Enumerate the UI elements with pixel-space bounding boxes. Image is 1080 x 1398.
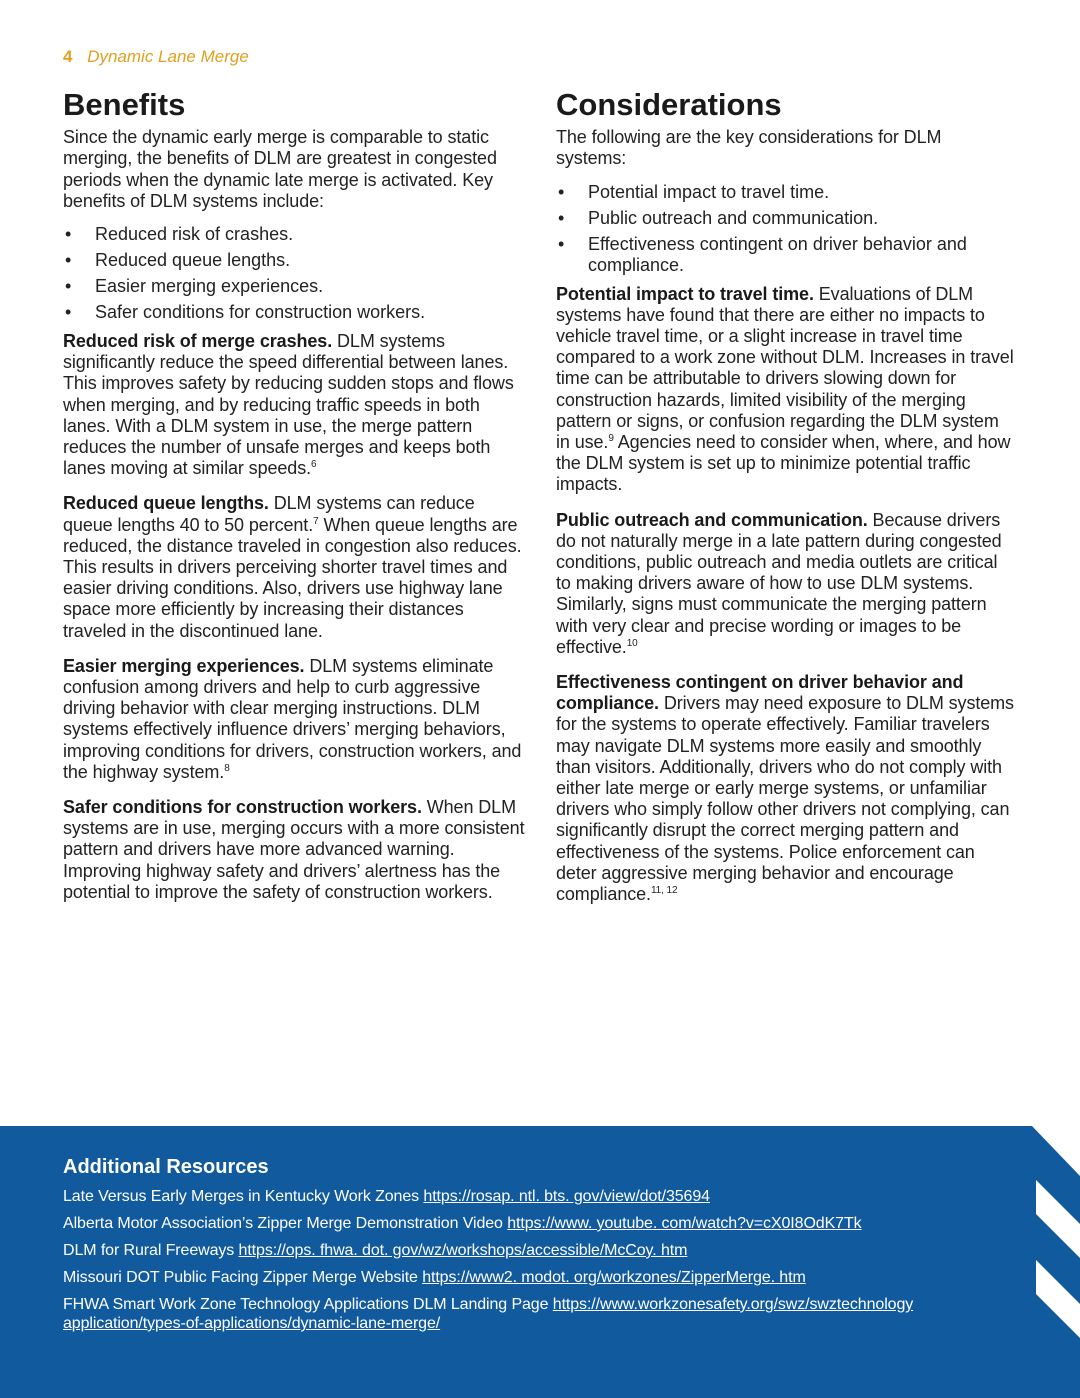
footnote-ref: 10 bbox=[626, 637, 638, 649]
list-item: • Reduced queue lengths. bbox=[63, 250, 525, 271]
resources-content bbox=[63, 1156, 963, 1341]
considerations-intro: The following are the key considerations for DLM systems: bbox=[556, 127, 942, 169]
list-item: • Effectiveness contingent on driver behavior and compliance. bbox=[556, 234, 1016, 276]
benefits-column bbox=[63, 86, 525, 917]
paragraph-lead: Potential impact to travel time. bbox=[556, 283, 814, 304]
paragraph-body: DLM systems significantly reduce the speed differential between lanes. This improves safety by reducing sudden stops and flows when merging, and by reducing traffic speeds in both lanes. With a DLM system in use, the merge pattern reduces the number of unsafe merges and keeps both lanes moving at similar speeds. bbox=[63, 331, 514, 479]
footnote-ref: 11, 12 bbox=[650, 885, 678, 897]
list-item: • Easier merging experiences. bbox=[63, 276, 525, 297]
consideration-outreach-paragraph bbox=[556, 510, 1016, 658]
list-item: • Safer conditions for construction workers. bbox=[63, 302, 525, 323]
footnote-ref: 6 bbox=[311, 459, 317, 471]
paragraph-lead: Safer conditions for construction workers. bbox=[63, 797, 422, 818]
list-item: • Public outreach and communication. bbox=[556, 208, 1016, 229]
resource-link[interactable]: https://ops. fhwa. dot. gov/wz/workshops/accessible/McCoy. htm bbox=[238, 1242, 688, 1259]
resource-item bbox=[63, 1268, 963, 1287]
paragraph-body: Evaluations of DLM systems have found that there are either no impacts to vehicle travel time, or a slight increase in travel time compared to a work zone without DLM. Increases in travel time can be attributable to drivers slowing down for construction hazards, limited visibility of the merging pattern or signs, or confusion regarding the DLM system in use. bbox=[556, 283, 1014, 453]
paragraph-lead: Reduced queue lengths. bbox=[63, 493, 269, 514]
list-item: • Reduced risk of crashes. bbox=[63, 224, 525, 245]
paragraph-tail: Agencies need to consider when, where, and how the DLM system is set up to minimize potential traffic impacts. bbox=[556, 432, 1011, 495]
benefit-merging-paragraph bbox=[63, 656, 525, 783]
paragraph-lead: Public outreach and communication. bbox=[556, 509, 868, 530]
footnote-ref: 7 bbox=[313, 515, 319, 527]
considerations-list bbox=[556, 182, 1016, 276]
benefits-heading: Benefits bbox=[63, 87, 186, 122]
benefits-intro: Since the dynamic early merge is comparable to static merging, the benefits of DLM are greatest in congested periods when the dynamic late merge is activated. Key benefits of DLM systems include: bbox=[63, 127, 497, 211]
paragraph-lead: Easier merging experiences. bbox=[63, 655, 305, 676]
resource-link[interactable]: https://rosap. ntl. bts. gov/view/dot/35694 bbox=[423, 1188, 710, 1205]
consideration-travel-time-paragraph bbox=[556, 284, 1016, 496]
page-header bbox=[63, 47, 249, 67]
resource-item bbox=[63, 1241, 963, 1260]
resources-heading: Additional Resources bbox=[63, 1156, 269, 1178]
considerations-heading: Considerations bbox=[556, 87, 782, 122]
benefit-crashes-paragraph bbox=[63, 331, 525, 479]
resource-item bbox=[63, 1187, 963, 1206]
resource-link[interactable]: https://www2. modot. org/workzones/ZipperMerge. htm bbox=[422, 1269, 806, 1286]
document-title: Dynamic Lane Merge bbox=[87, 47, 249, 66]
resource-link[interactable]: https://www.workzonesafety.org/swz/swztechnology application/types-of-applications/dynamic-lane-merge/ bbox=[63, 1296, 914, 1332]
paragraph-body: Because drivers do not naturally merge in a late pattern during congested conditions, public outreach and media outlets are critical to making drivers aware of how to use DLM systems. Similarly, signs must communicate the merging pattern with very clear and precise wording or images to be effective. bbox=[556, 509, 1002, 657]
paragraph-body: DLM systems can reduce queue lengths 40 to 50 percent. bbox=[63, 493, 475, 535]
additional-resources-panel bbox=[0, 1126, 1080, 1398]
resource-item bbox=[63, 1214, 963, 1233]
paragraph-body: Drivers may need exposure to DLM systems for the systems to operate effectively. Familiar travelers may navigate DLM systems more easily and smoothly than visitors. Additionally, drivers who do not comply with either late merge or early merge systems, or unfamiliar drivers who simply follow other drivers not complying, can significantly disrupt the correct merging pattern and effectiveness of the systems. Police enforcement can deter aggressive merging behavior and encourage compliance. bbox=[556, 693, 1014, 905]
footnote-ref: 8 bbox=[224, 762, 230, 774]
page-number: 4 bbox=[63, 47, 73, 66]
footnote-ref: 9 bbox=[608, 433, 614, 445]
benefit-workers-paragraph bbox=[63, 797, 525, 903]
paragraph-tail: When queue lengths are reduced, the distance traveled in congestion also reduces. This results in drivers perceiving shorter travel times and easier driving conditions. Also, drivers use highway lane space more efficiently by increasing their distances traveled in the discontinued lane. bbox=[63, 514, 522, 641]
paragraph-lead: Reduced risk of merge crashes. bbox=[63, 331, 333, 351]
paragraph-body: DLM systems eliminate confusion among drivers and help to curb aggressive driving behavior with clear merging instructions. DLM systems effectively influence drivers’ merging behaviors, improving conditions for drivers, construction workers, and the highway system. bbox=[63, 655, 522, 782]
resource-label: Missouri DOT Public Facing Zipper Merge Website bbox=[63, 1269, 423, 1286]
resource-label: Late Versus Early Merges in Kentucky Work Zones bbox=[63, 1188, 424, 1205]
list-item: • Potential impact to travel time. bbox=[556, 182, 1016, 203]
paragraph-lead: Effectiveness contingent on driver behavior and compliance. bbox=[556, 672, 964, 714]
resource-label: DLM for Rural Freeways bbox=[63, 1242, 239, 1259]
consideration-compliance-paragraph bbox=[556, 672, 1016, 905]
considerations-column bbox=[556, 86, 1016, 919]
paragraph-body: When DLM systems are in use, merging occurs with a more consistent pattern and drivers have more advanced warning. Improving highway safety and drivers’ alertness has the potential to improve the safety of construction workers. bbox=[63, 797, 525, 902]
resource-link[interactable]: https://www. youtube. com/watch?v=cX0I8OdK7Tk bbox=[507, 1215, 862, 1232]
resource-item bbox=[63, 1295, 963, 1333]
resource-label: Alberta Motor Association’s Zipper Merge Demonstration Video bbox=[63, 1215, 508, 1232]
benefits-list bbox=[63, 224, 525, 323]
resource-label: FHWA Smart Work Zone Technology Applications DLM Landing Page bbox=[63, 1296, 553, 1313]
benefit-queue-paragraph bbox=[63, 493, 525, 641]
